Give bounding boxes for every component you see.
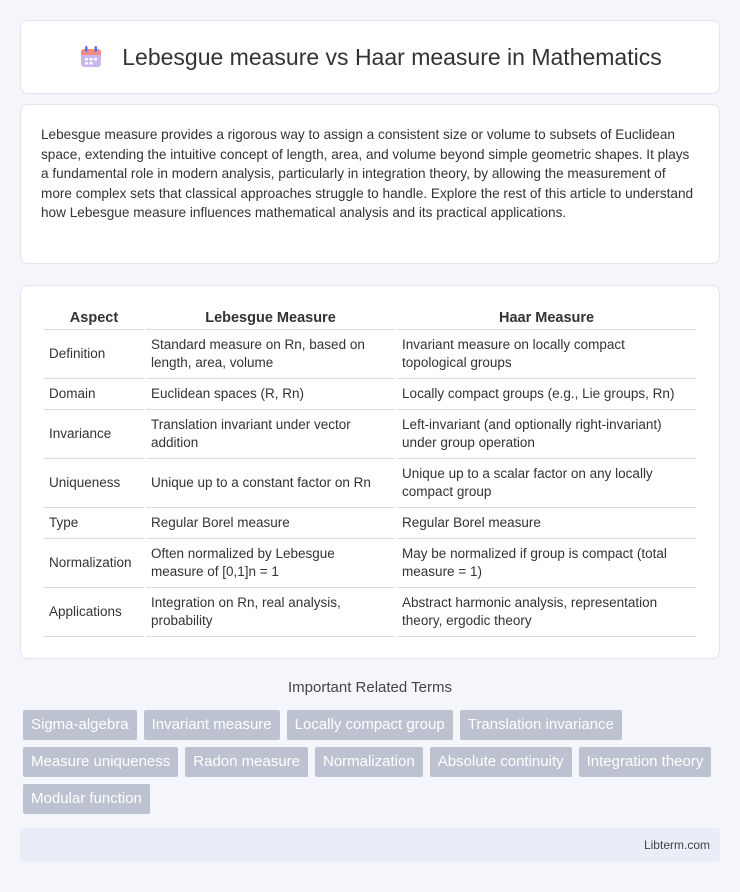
intro-text: Lebesgue measure provides a rigorous way to assign a consistent size or volume to subsets of Euclidean space, extending the intuitive concept of length, area, and volume beyond simple geometric shapes. It plays a fundamental role in modern analysis, particularly in integration theory, by allowing the measurement of more complex sets that classical approaches struggle to handle. Explore the rest of this article to understand how Lebesgue measure influences mathematical analysis and its practical applications. bbox=[41, 127, 694, 220]
cell-aspect: Type bbox=[44, 508, 144, 539]
tag-measure-uniqueness[interactable]: Measure uniqueness bbox=[23, 747, 178, 777]
cell-aspect: Domain bbox=[44, 379, 144, 410]
cell-haar: Locally compact groups (e.g., Lie groups, Rn) bbox=[397, 379, 696, 410]
tag-translation-invariance[interactable]: Translation invariance bbox=[460, 710, 622, 740]
table-row bbox=[44, 330, 696, 379]
comparison-card bbox=[20, 285, 720, 659]
footer-site-link[interactable]: Libterm.com bbox=[643, 838, 710, 852]
cell-lebesgue: Regular Borel measure bbox=[146, 508, 395, 539]
table-row bbox=[44, 410, 696, 459]
footer bbox=[20, 828, 720, 862]
related-terms-title: Important Related Terms bbox=[288, 679, 452, 696]
cell-aspect: Applications bbox=[44, 588, 144, 637]
comparison-table bbox=[42, 307, 698, 637]
cell-haar: Left-invariant (and optionally right-invariant) under group operation bbox=[397, 410, 696, 459]
table-row bbox=[44, 459, 696, 508]
table-row bbox=[44, 539, 696, 588]
cell-haar: Regular Borel measure bbox=[397, 508, 696, 539]
cell-aspect: Definition bbox=[44, 330, 144, 379]
tag-sigma-algebra[interactable]: Sigma-algebra bbox=[23, 710, 137, 740]
related-terms-list bbox=[20, 710, 720, 814]
cell-lebesgue: Integration on Rn, real analysis, probability bbox=[146, 588, 395, 637]
tag-modular-function[interactable]: Modular function bbox=[23, 784, 150, 814]
cell-haar: May be normalized if group is compact (total measure = 1) bbox=[397, 539, 696, 588]
cell-lebesgue: Unique up to a constant factor on Rn bbox=[146, 459, 395, 508]
tag-absolute-continuity[interactable]: Absolute continuity bbox=[430, 747, 572, 777]
cell-aspect: Uniqueness bbox=[44, 459, 144, 508]
tag-radon-measure[interactable]: Radon measure bbox=[185, 747, 308, 777]
cell-aspect: Invariance bbox=[44, 410, 144, 459]
tag-integration-theory[interactable]: Integration theory bbox=[579, 747, 712, 777]
cell-lebesgue: Translation invariant under vector addition bbox=[146, 410, 395, 459]
intro-card bbox=[20, 104, 720, 264]
tag-invariant-measure[interactable]: Invariant measure bbox=[144, 710, 280, 740]
cell-haar: Abstract harmonic analysis, representation theory, ergodic theory bbox=[397, 588, 696, 637]
table-row bbox=[44, 379, 696, 410]
tag-locally-compact-group[interactable]: Locally compact group bbox=[287, 710, 453, 740]
page-title: Lebesgue measure vs Haar measure in Mathematics bbox=[122, 43, 662, 70]
table-row bbox=[44, 588, 696, 637]
header-card bbox=[20, 20, 720, 94]
cell-haar: Invariant measure on locally compact topological groups bbox=[397, 330, 696, 379]
header-haar: Haar Measure bbox=[397, 307, 696, 330]
tag-normalization[interactable]: Normalization bbox=[315, 747, 423, 777]
table-row bbox=[44, 508, 696, 539]
cell-haar: Unique up to a scalar factor on any locally compact group bbox=[397, 459, 696, 508]
cell-aspect: Normalization bbox=[44, 539, 144, 588]
cell-lebesgue: Standard measure on Rn, based on length, area, volume bbox=[146, 330, 395, 379]
calendar-icon bbox=[78, 44, 104, 70]
header-aspect: Aspect bbox=[44, 307, 144, 330]
header-lebesgue: Lebesgue Measure bbox=[146, 307, 395, 330]
cell-lebesgue: Euclidean spaces (R, Rn) bbox=[146, 379, 395, 410]
table-header-row bbox=[44, 307, 696, 330]
cell-lebesgue: Often normalized by Lebesgue measure of [0,1]n = 1 bbox=[146, 539, 395, 588]
